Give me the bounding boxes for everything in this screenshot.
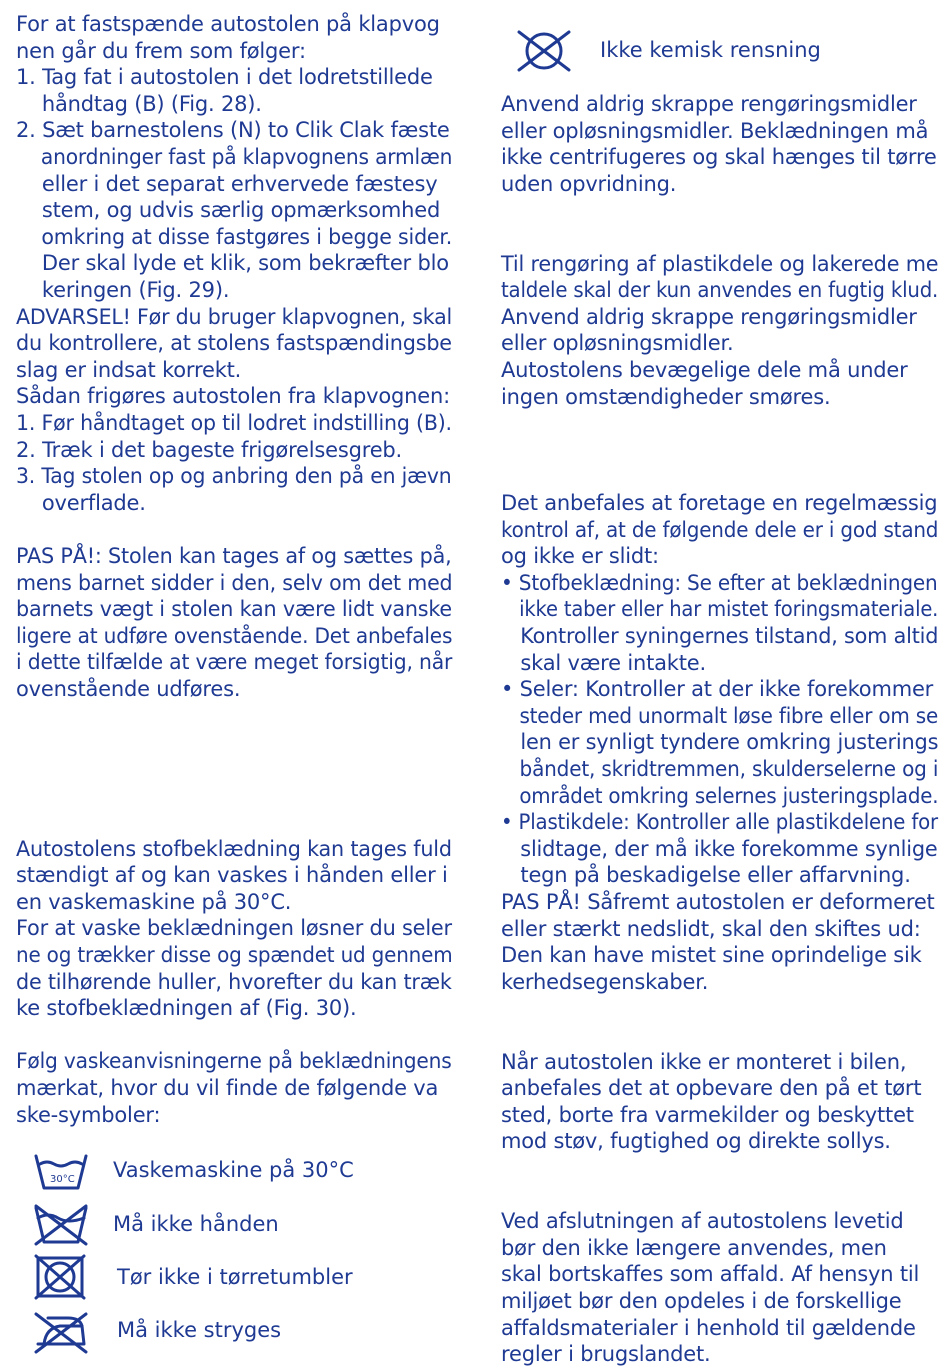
text-line: Det anbefales at foretage en regelmæssig [501, 491, 938, 515]
text-line: ADVARSEL! Før du bruger klapvognen, skal [16, 304, 453, 329]
text-line: Ved afslutningen af autostolens levetid [501, 1209, 904, 1234]
text-line: PAS PÅ!: Stolen kan tages af og sættes på, [16, 544, 452, 568]
text-line: uden opvridning. [501, 171, 677, 196]
text-line: Anvend aldrig skrappe rengøringsmidler [501, 304, 917, 329]
text-line: overflade. [16, 490, 146, 515]
text-line: eller stærkt nedslidt, skal den skiftes ud: [501, 916, 921, 941]
text-line: ske-symboler: [16, 1102, 161, 1127]
symbol-label-no-hand-wash: Må ikke hånden [113, 1212, 279, 1236]
text-line: ligere at udføre ovenstående. Det anbefales [16, 623, 453, 648]
text-line: • Seler: Kontroller at der ikke forekommer [501, 677, 934, 702]
text-line: affaldsmaterialer i henhold til gældende [501, 1315, 916, 1340]
symbol-label-no-tumble-dry: Tør ikke i tørretumbler [117, 1265, 353, 1289]
text-line: 2. Sæt barnestolens (N) to Clik Clak fæste [16, 118, 450, 143]
text-line: bør den ikke længere anvendes, men [501, 1235, 887, 1260]
text-line: en vaskemaskine på 30°C. [16, 889, 292, 914]
text-line: keringen (Fig. 29). [16, 278, 230, 302]
text-line: nen går du frem som følger: [16, 38, 306, 63]
text-line: ingen omstændigheder smøres. [501, 384, 831, 409]
no-hand-wash-icon [32, 1204, 90, 1246]
no-tumble-dry-icon [34, 1254, 86, 1300]
text-line: stem, og udvis særlig opmærksomhed [16, 198, 441, 223]
svg-text:30°C: 30°C [50, 1174, 75, 1185]
text-line: Følg vaskeanvisningerne på beklædningens [16, 1049, 452, 1074]
text-line: tegn på beskadigelse eller affarvning. [501, 863, 911, 888]
symbol-label-no-dry-clean: Ikke kemisk rensning [600, 38, 821, 62]
text-line: For at vaske beklædningen løsner du seler [16, 916, 452, 941]
text-line: sted, borte fra varmekilder og beskyttet [501, 1102, 914, 1127]
text-line: 1. Tag fat i autostolen i det lodretstillede [16, 65, 433, 90]
text-line: For at fastspænde autostolen på klapvog [16, 12, 440, 36]
text-line: steder med unormalt løse fibre eller om se [501, 703, 939, 728]
text-line: ikke taber eller har mistet foringsmateriale. [501, 597, 939, 622]
text-line: håndtag (B) (Fig. 28). [16, 91, 262, 116]
text-line: 1. Før håndtaget op til lodret indstilling (B). [16, 411, 452, 435]
text-line: • Stofbeklædning: Se efter at beklædningen [501, 570, 938, 595]
text-line: og ikke er slidt: [501, 544, 659, 569]
no-dry-clean-icon [515, 28, 573, 74]
text-line: skal bortskaffes som affald. Af hensyn til [501, 1262, 920, 1287]
text-line: området omkring selernes justeringsplade. [501, 783, 939, 808]
text-line: ne og trækker disse og spændet ud gennem [16, 943, 453, 967]
text-line: omkring at disse fastgøres i begge sider. [16, 224, 453, 249]
text-line: skal være intakte. [501, 650, 706, 675]
text-line: Til rengøring af plastikdele og lakerede me [501, 251, 939, 276]
text-line: taldele skal der kun anvendes en fugtig klud. [501, 278, 939, 303]
text-line: Kontroller syningernes tilstand, som altid [501, 624, 939, 648]
text-line: Der skal lyde et klik, som bekræfter blo [16, 251, 449, 276]
text-line: mod støv, fugtighed og direkte sollys. [501, 1129, 891, 1154]
text-line: kontrol af, at de følgende dele er i god stand [501, 517, 939, 542]
symbol-label-wash-30: Vaskemaskine på 30°C [113, 1158, 354, 1182]
text-line: kerhedsegenskaber. [501, 969, 709, 994]
text-line: Autostolens stofbeklædning kan tages fuld [16, 836, 452, 861]
text-line: i dette tilfælde at være meget forsigtig, når [16, 650, 453, 675]
text-line: len er synligt tyndere omkring justerings [501, 730, 939, 755]
text-line: slidtage, der må ikke forekomme synlige [501, 836, 938, 861]
wash-30-icon [32, 1152, 90, 1192]
text-line: • Plastikdele: Kontroller alle plastikdelene for [501, 810, 938, 835]
no-iron-icon [32, 1310, 90, 1354]
text-line: stændigt af og kan vaskes i hånden eller i [16, 863, 448, 888]
text-line: Autostolens bevægelige dele må under [501, 358, 908, 382]
text-line: regler i brugslandet. [501, 1342, 711, 1367]
text-line: ikke centrifugeres og skal hænges til tørre [501, 145, 937, 170]
text-line: de tilhørende huller, hvorefter du kan træk [16, 969, 452, 994]
text-line: båndet, skridtremmen, skulderselerne og i [501, 757, 939, 781]
text-line: Anvend aldrig skrappe rengøringsmidler [501, 92, 917, 116]
text-line: 3. Tag stolen op og anbring den på en jævn [16, 464, 452, 489]
text-line: mærkat, hvor du vil finde de følgende va [16, 1076, 439, 1100]
text-line: eller opløsningsmidler. Beklædningen må [501, 118, 929, 143]
text-line: 2. Træk i det bageste frigørelsesgreb. [16, 437, 403, 462]
text-line: anordninger fast på klapvognens armlæn [16, 145, 453, 169]
text-line: PAS PÅ! Såfremt autostolen er deformeret [501, 890, 935, 914]
text-line: anbefales det at opbevare den på et tørt [501, 1076, 922, 1101]
text-line: Når autostolen ikke er monteret i bilen, [501, 1049, 907, 1074]
text-line: ovenstående udføres. [16, 677, 241, 701]
text-line: Sådan frigøres autostolen fra klapvognen: [16, 384, 450, 409]
text-line: miljøet bør den opdeles i de forskellige [501, 1289, 902, 1313]
text-line: barnets vægt i stolen kan være lidt vanske [16, 597, 452, 622]
text-line: mens barnet sidder i den, selv om det med [16, 570, 453, 595]
text-line: Den kan have mistet sine oprindelige sik [501, 943, 922, 968]
text-line: eller opløsningsmidler. [501, 331, 734, 356]
symbol-label-no-iron: Må ikke stryges [117, 1318, 282, 1342]
text-line: slag er indsat korrekt. [16, 357, 242, 382]
text-line: eller i det separat erhvervede fæstesy [16, 171, 438, 196]
text-line: ke stofbeklædningen af (Fig. 30). [16, 996, 357, 1021]
text-line: du kontrollere, at stolens fastspændingsbe [16, 331, 452, 356]
